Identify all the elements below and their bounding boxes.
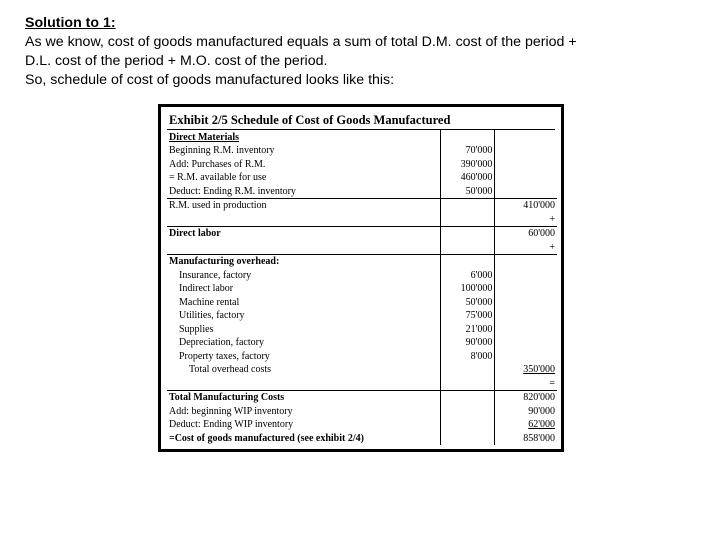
row-amount-1 — [440, 212, 495, 226]
intro-text — [25, 14, 705, 90]
row-label: = R.M. available for use — [169, 172, 267, 183]
table-row — [167, 418, 557, 432]
row-amount-1 — [440, 130, 495, 144]
table-row — [167, 322, 557, 336]
row-amount-2: 60'000 — [495, 226, 557, 240]
row-amount-2 — [495, 157, 557, 171]
row-amount-1: 6'000 — [440, 268, 495, 282]
row-amount-1 — [440, 418, 495, 432]
row-amount-1 — [440, 226, 495, 240]
row-label: Insurance, factory — [179, 269, 252, 281]
row-amount-2 — [495, 268, 557, 282]
table-row — [167, 390, 557, 404]
row-label: Deduct: Ending R.M. inventory — [167, 184, 440, 198]
row-label: Supplies — [179, 323, 214, 335]
row-amount-2 — [495, 171, 557, 185]
table-row — [167, 282, 557, 296]
row-label — [167, 240, 440, 254]
intro-line-3: So, schedule of cost of goods manufactured looks like this: — [25, 72, 395, 88]
row-amount-1: 21'000 — [440, 322, 495, 336]
table-row — [167, 349, 557, 363]
table-row — [167, 309, 557, 323]
table-row — [167, 240, 557, 254]
row-amount-1 — [440, 376, 495, 390]
row-amount-1 — [440, 431, 495, 445]
row-label: Deduct: Ending WIP inventory — [169, 419, 294, 430]
row-amount-2 — [495, 309, 557, 323]
table-row — [167, 130, 557, 144]
row-label: Machine rental — [179, 296, 240, 308]
row-label: Property taxes, factory — [179, 350, 270, 362]
row-amount-1 — [440, 404, 495, 418]
row-label: Utilities, factory — [179, 310, 245, 321]
table-row — [167, 295, 557, 309]
table-row — [167, 404, 557, 418]
row-label: Add: Purchases of R.M. — [169, 158, 266, 170]
table-row — [167, 144, 557, 158]
row-amount-2: 820'000 — [495, 390, 557, 404]
exhibit-title: Exhibit 2/5 Schedule of Cost of Goods Manufactured — [169, 113, 451, 127]
row-amount-1 — [440, 363, 495, 377]
table-row — [167, 184, 557, 198]
row-label: Manufacturing overhead: — [169, 256, 280, 267]
row-label: Total Manufacturing Costs — [169, 392, 285, 403]
table-row — [167, 171, 557, 185]
row-amount-2 — [495, 144, 557, 158]
table-row — [167, 212, 557, 226]
plus-sign: + — [495, 240, 557, 254]
row-amount-2 — [495, 322, 557, 336]
row-label: Total overhead costs — [189, 364, 272, 375]
row-amount-2: 410'000 — [495, 198, 557, 212]
exhibit-schedule-box — [158, 104, 564, 452]
row-label — [167, 212, 440, 226]
row-amount-1 — [440, 240, 495, 254]
intro-line-2: D.L. cost of the period + M.O. cost of the period. — [25, 53, 328, 69]
row-label: Beginning R.M. inventory — [169, 145, 275, 156]
row-label: =Cost of goods manufactured (see exhibit 2/4) — [169, 432, 364, 444]
row-amount-1: 70'000 — [440, 144, 495, 158]
row-amount-2 — [495, 349, 557, 363]
table-row — [167, 226, 557, 240]
row-amount-2 — [495, 130, 557, 144]
table-row — [167, 336, 557, 350]
row-amount-2 — [495, 295, 557, 309]
row-amount-2: 858'000 — [495, 431, 557, 445]
row-amount-2 — [495, 184, 557, 198]
row-amount-1: 50'000 — [440, 295, 495, 309]
table-row — [167, 431, 557, 445]
row-amount-2: 62'000 — [495, 418, 557, 432]
row-amount-1 — [440, 390, 495, 404]
table-row — [167, 376, 557, 390]
row-label: R.M. used in production — [169, 200, 267, 211]
table-row — [167, 198, 557, 212]
row-amount-1: 8'000 — [440, 349, 495, 363]
row-amount-1: 50'000 — [440, 184, 495, 198]
row-label: Direct labor — [169, 228, 221, 239]
row-label: Indirect labor — [179, 283, 234, 294]
row-label: Direct Materials — [169, 131, 240, 143]
row-label: Depreciation, factory — [179, 337, 264, 348]
row-amount-1: 90'000 — [440, 336, 495, 350]
row-label — [167, 376, 440, 390]
row-amount-2 — [495, 336, 557, 350]
solution-heading: Solution to 1: — [25, 15, 116, 31]
schedule-table — [167, 130, 557, 445]
equals-sign: = — [495, 376, 557, 390]
row-amount-1: 390'000 — [440, 157, 495, 171]
row-amount-1 — [440, 198, 495, 212]
table-row — [167, 157, 557, 171]
row-label: Add: beginning WIP inventory — [169, 405, 293, 417]
intro-line-1: As we know, cost of goods manufactured equals a sum of total D.M. cost of the period + — [25, 34, 577, 50]
row-amount-2: 90'000 — [495, 404, 557, 418]
row-amount-1: 460'000 — [440, 171, 495, 185]
table-row — [167, 363, 557, 377]
row-amount-1 — [440, 254, 495, 268]
plus-sign: + — [495, 212, 557, 226]
table-row — [167, 268, 557, 282]
row-amount-2 — [495, 282, 557, 296]
row-amount-1: 75'000 — [440, 309, 495, 323]
row-amount-2: 350'000 — [495, 363, 557, 377]
row-amount-1: 100'000 — [440, 282, 495, 296]
table-row — [167, 254, 557, 268]
row-amount-2 — [495, 254, 557, 268]
